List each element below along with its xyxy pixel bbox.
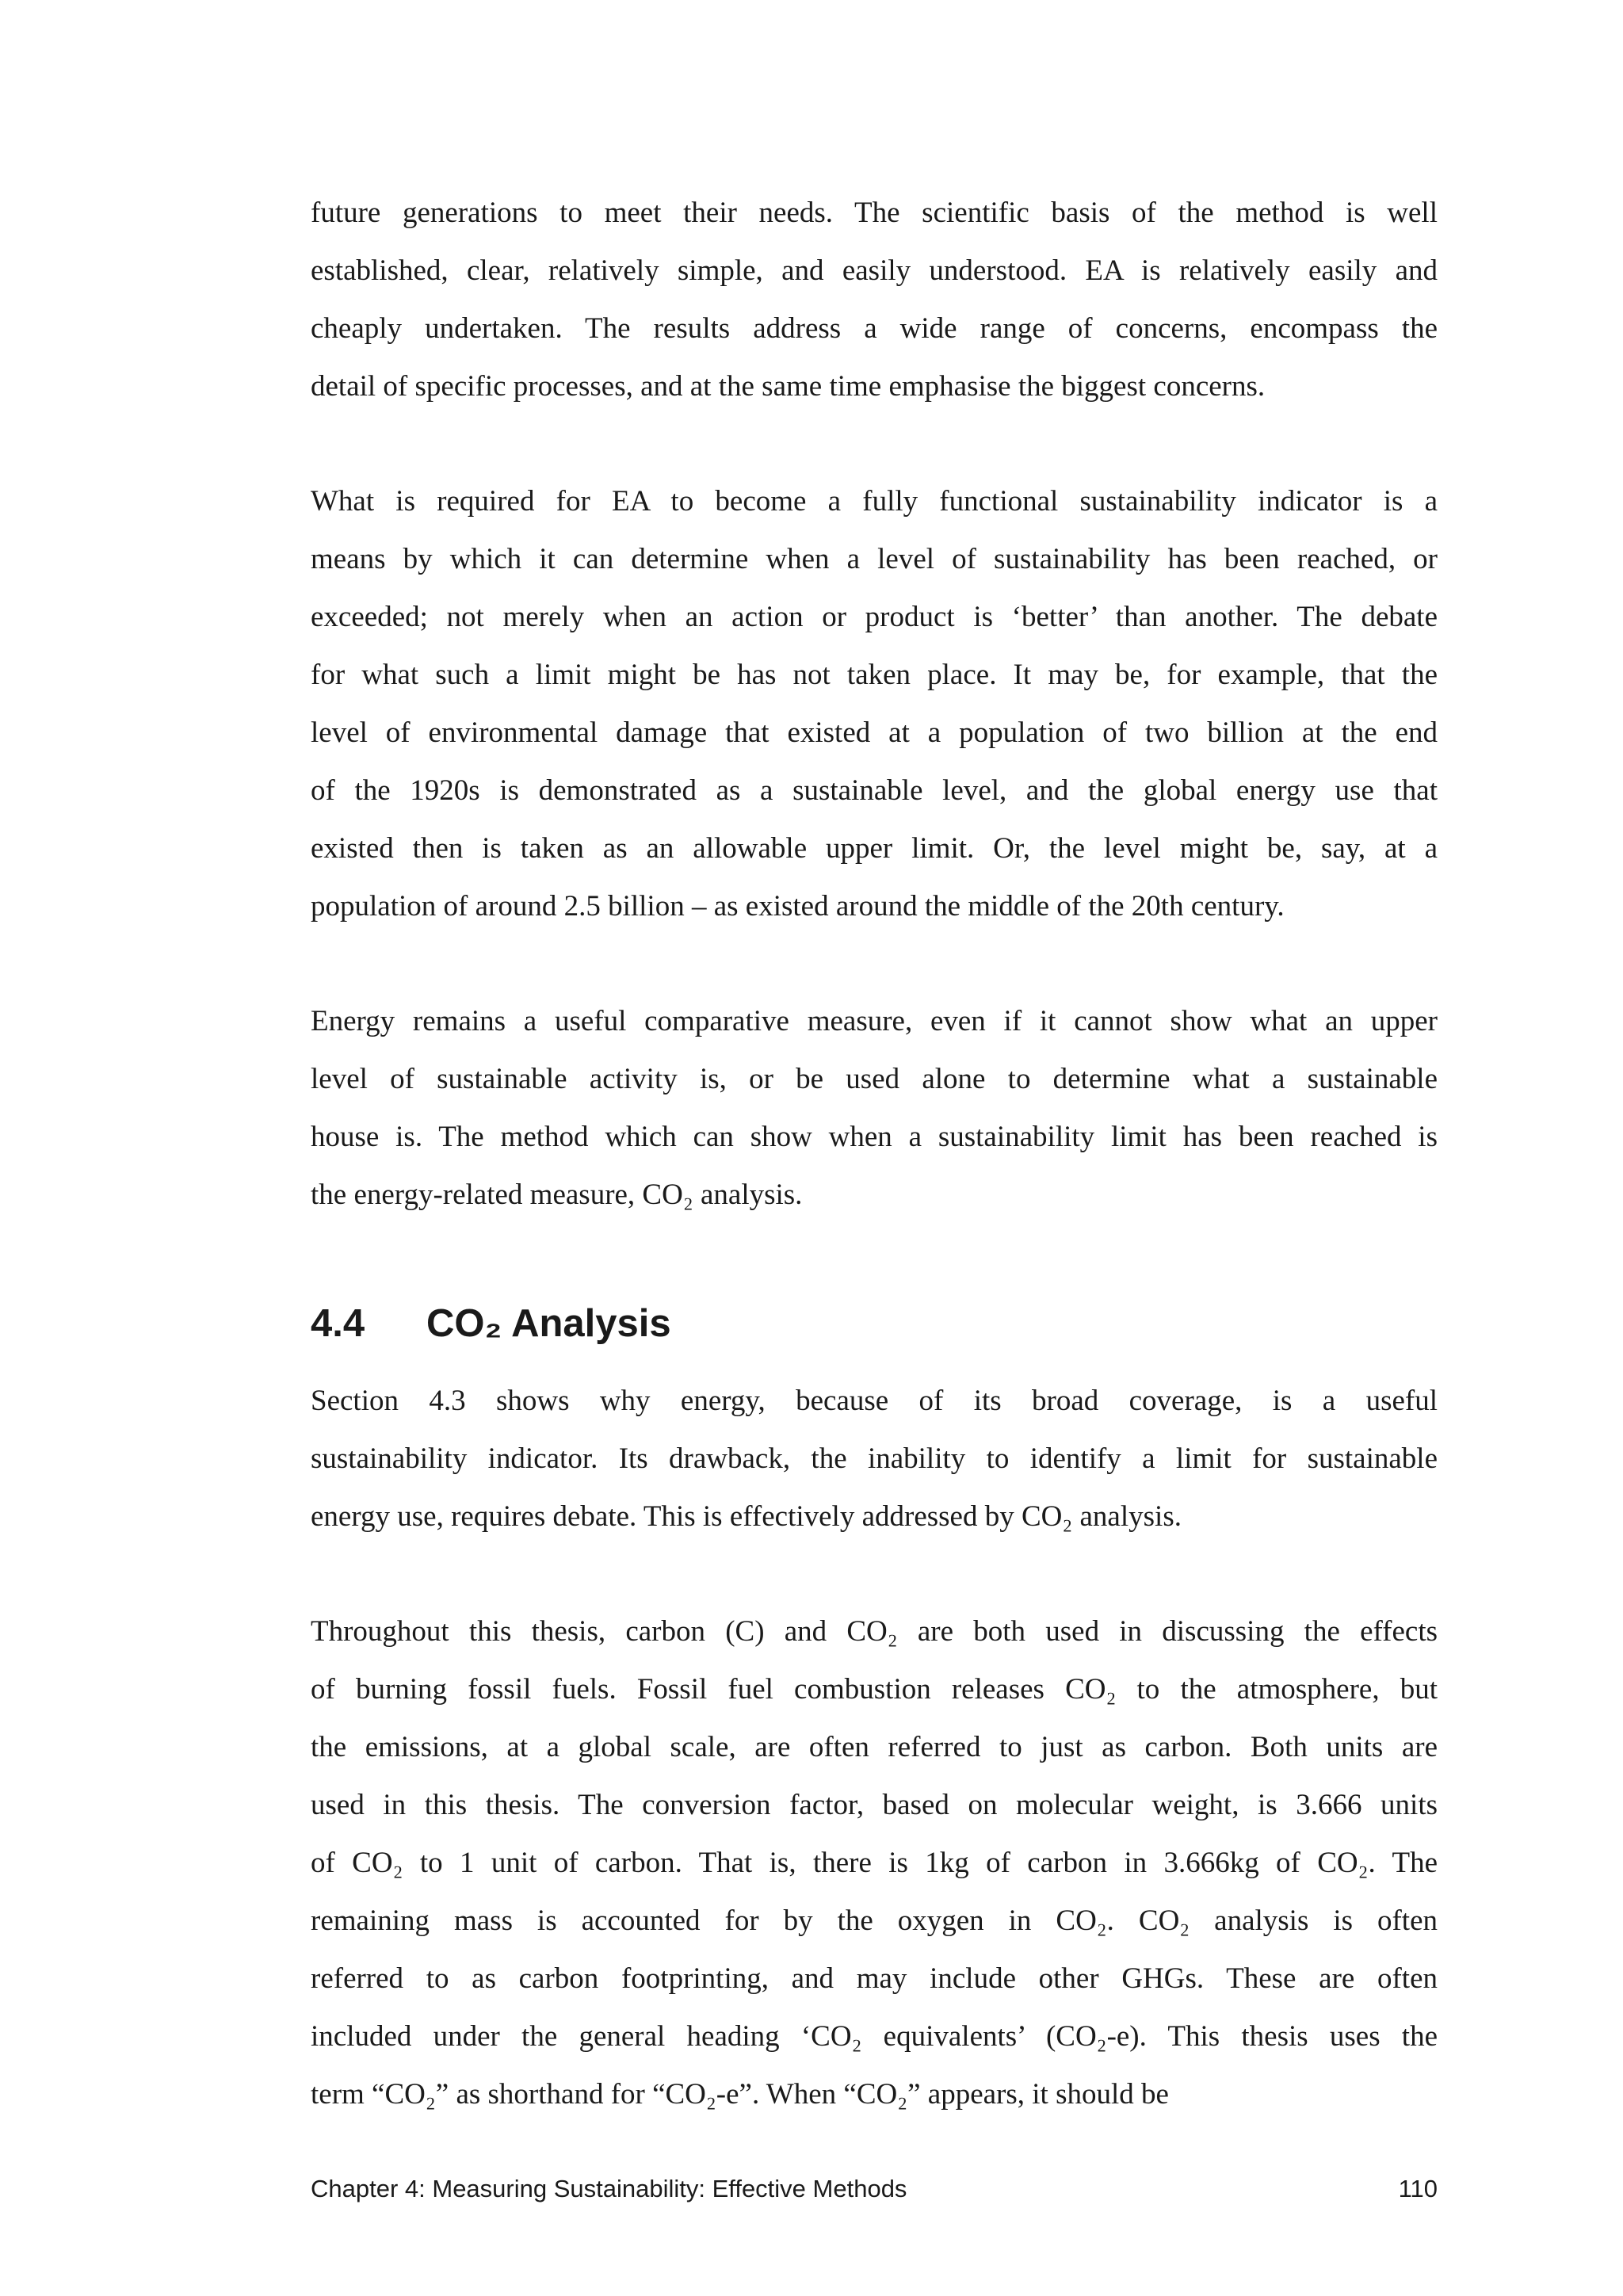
text-block-bottom xyxy=(311,1372,1438,2123)
text-line: Energy remains a useful comparative measure, even if it cannot show what an upper xyxy=(311,1005,1438,1037)
text-line: remaining mass is accounted for by the oxygen in CO₂. CO₂ analysis is often xyxy=(311,1904,1438,1937)
text-block-top xyxy=(311,184,1438,1224)
text-line: of burning fossil fuels. Fossil fuel combustion releases CO₂ to the atmosphere, but xyxy=(311,1673,1438,1706)
text-line: existed then is taken as an allowable upper limit. Or, the level might be, say, at a xyxy=(311,832,1438,865)
text-line: cheaply undertaken. The results address a wide range of concerns, encompass the xyxy=(311,312,1438,345)
text-line: the emissions, at a global scale, are often referred to just as carbon. Both units are xyxy=(311,1731,1438,1763)
paragraph xyxy=(311,992,1438,1224)
paragraph xyxy=(311,1372,1438,1545)
section-title: CO₂ Analysis xyxy=(426,1302,671,1345)
section-number: 4.4 xyxy=(311,1302,365,1345)
text-line: sustainability indicator. Its drawback, the inability to identify a limit for sustainable xyxy=(311,1442,1438,1475)
text-line: Throughout this thesis, carbon (C) and CO₂ are both used in discussing the effects xyxy=(311,1615,1438,1648)
text-line: energy use, requires debate. This is effectively addressed by CO₂ analysis. xyxy=(311,1500,1182,1533)
page-footer xyxy=(311,2175,1438,2203)
text-line: referred to as carbon footprinting, and may include other GHGs. These are often xyxy=(311,1962,1438,1995)
text-line: term “CO₂” as shorthand for “CO₂-e”. When “CO₂” appears, it should be xyxy=(311,2078,1169,2111)
text-line: of CO₂ to 1 unit of carbon. That is, there is 1kg of carbon in 3.666kg of CO₂. The xyxy=(311,1847,1438,1879)
text-line: the energy-related measure, CO₂ analysis. xyxy=(311,1179,803,1211)
text-line: level of environmental damage that existed at a population of two billion at the end xyxy=(311,716,1438,749)
text-line: level of sustainable activity is, or be used alone to determine what a sustainable xyxy=(311,1063,1438,1095)
text-line: included under the general heading ‘CO₂ equivalents’ (CO₂-e). This thesis uses the xyxy=(311,2020,1438,2053)
text-line: exceeded; not merely when an action or product is ‘better’ than another. The debate xyxy=(311,601,1438,633)
text-line: Section 4.3 shows why energy, because of its broad coverage, is a useful xyxy=(311,1385,1438,1417)
paragraph xyxy=(311,1603,1438,2123)
text-line: What is required for EA to become a fully functional sustainability indicator is a xyxy=(311,485,1438,518)
section-heading xyxy=(311,1300,671,1347)
text-line: future generations to meet their needs. The scientific basis of the method is well xyxy=(311,197,1438,229)
text-line: established, clear, relatively simple, and easily understood. EA is relatively easily and xyxy=(311,254,1438,287)
footer-chapter-title: Chapter 4: Measuring Sustainability: Effective Methods xyxy=(311,2175,907,2202)
paragraph xyxy=(311,184,1438,415)
page-number: 110 xyxy=(1398,2175,1438,2202)
text-line: used in this thesis. The conversion factor, based on molecular weight, is 3.666 units xyxy=(311,1789,1438,1821)
text-line: detail of specific processes, and at the same time emphasise the biggest concerns. xyxy=(311,370,1266,403)
text-line: house is. The method which can show when a sustainability limit has been reached is xyxy=(311,1121,1438,1153)
paragraph xyxy=(311,472,1438,935)
text-line: of the 1920s is demonstrated as a sustainable level, and the global energy use that xyxy=(311,774,1438,807)
text-line: for what such a limit might be has not taken place. It may be, for example, that the xyxy=(311,659,1438,691)
page-body xyxy=(311,184,1438,1224)
page-body-lower xyxy=(311,1372,1438,2123)
text-line: means by which it can determine when a level of sustainability has been reached, or xyxy=(311,543,1438,575)
text-line: population of around 2.5 billion – as existed around the middle of the 20th century. xyxy=(311,890,1285,923)
